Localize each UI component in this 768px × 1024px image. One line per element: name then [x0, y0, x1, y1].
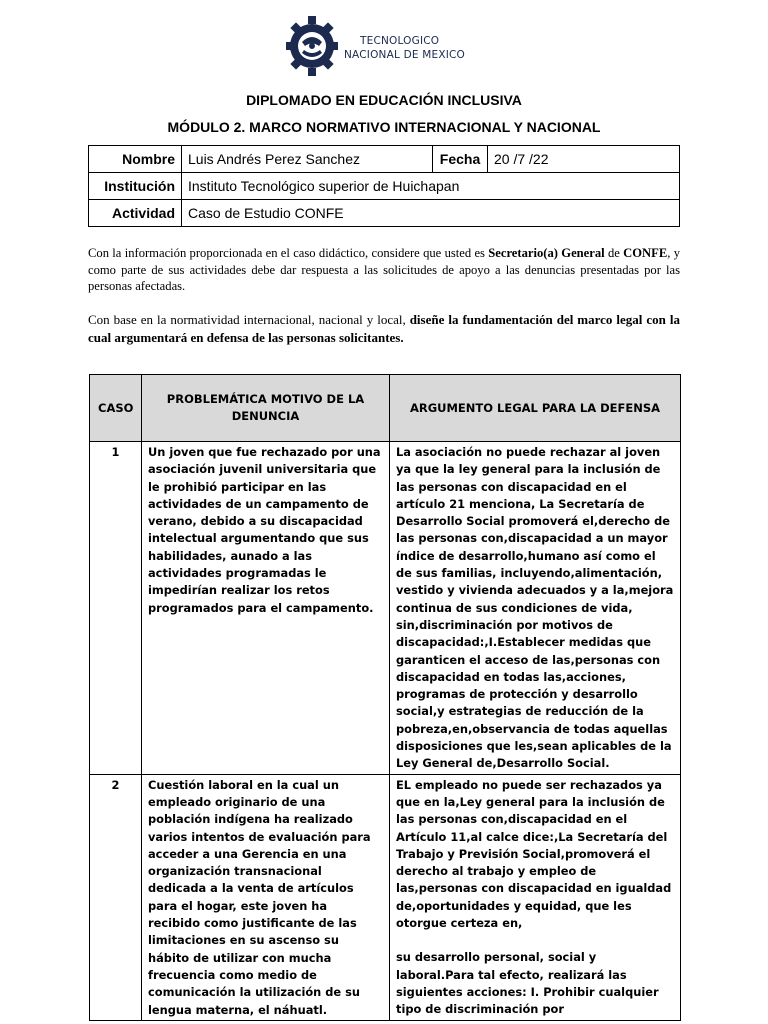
institucion-value: Instituto Tecnológico superior de Huichapan	[182, 173, 680, 200]
info-row-actividad	[89, 200, 680, 227]
institucion-label: Institución	[89, 173, 182, 200]
cases-table	[89, 374, 681, 1021]
module-title: MÓDULO 2. MARCO NORMATIVO INTERNACIONAL Y NACIONAL	[167, 119, 601, 135]
diploma-title: DIPLOMADO EN EDUCACIÓN INCLUSIVA	[246, 92, 522, 108]
header-argumento: ARGUMENTO LEGAL PARA LA DEFENSA	[390, 375, 681, 442]
logo-line2: NACIONAL DE MEXICO	[344, 49, 466, 61]
case-argument: La asociación no puede rechazar al joven ya que la ley general para la inclusión de las personas con discapacidad en el artículo 21 menciona, La Secretaría de Desarrollo Social promoverá el,derecho de las personas con,discapacidad a un mayor índice de desarrollo,humano así como el de sus familias, incluyendo,alimentación, vestido y vivienda adecuados y a la,mejora continua de sus condiciones de vida, sin,discriminación por motivos de discapacidad:,I.Establecer medidas que garanticen el acceso de las,personas con discapacidad en todas las,acciones, programas de protección y desarrollo social,y estrategias de reducción de la pobreza,en,observancia de todas aquellas disposiciones que les,sean aplicables de la Ley General de,Desarrollo Social.	[390, 442, 681, 775]
p1-text-a: Con la información proporcionada en el caso didáctico, considere que usted es	[88, 246, 489, 260]
case-argument	[390, 774, 681, 1020]
header-caso: CASO	[90, 375, 142, 442]
case-row	[90, 442, 681, 775]
info-row-nombre	[89, 146, 680, 173]
logo-text	[344, 34, 465, 62]
nombre-value: Luis Andrés Perez Sanchez	[182, 146, 433, 173]
fecha-label: Fecha	[433, 146, 488, 173]
actividad-label: Actividad	[89, 200, 182, 227]
case-argument-part-b: su desarrollo personal, social y laboral.Para tal efecto, realizará las siguientes acciones: I. Prohibir cualquier tipo de discriminación por	[396, 950, 659, 1017]
fecha-value: 20 /7 /22	[488, 146, 680, 173]
nombre-label: Nombre	[89, 146, 182, 173]
p1-bold-role: Secretario(a) General	[488, 246, 605, 260]
actividad-value: Caso de Estudio CONFE	[182, 200, 680, 227]
case-number: 2	[90, 774, 142, 1020]
paragraph-gap	[396, 932, 674, 949]
cases-header-row	[90, 375, 681, 442]
header-problematica: PROBLEMÁTICA MOTIVO DE LA DENUNCIA	[142, 375, 390, 442]
p2-text-a: Con base en la normatividad internacional, nacional y local,	[88, 312, 410, 327]
p1-text-c: , y como parte de sus actividades debe dar respuesta a las solicitudes de apoyo a las denuncias presentadas por las personas afectadas.	[88, 246, 680, 293]
case-row	[90, 774, 681, 1020]
instructions-paragraph	[88, 245, 680, 295]
tecnm-logo	[286, 10, 466, 86]
case-argument-part-a: EL empleado no puede ser rechazados ya que en la,Ley general para la inclusión de las personas con,discapacidad en el Artículo 11,al calce dice:,La Secretaría del Trabajo y Previsión Social,promoverá el derecho al trabajo y empleo de las,personas con discapacidad en igualdad de,oportunidades y equidad, que les otorgue certeza en,	[396, 777, 672, 931]
p1-bold-org: CONFE	[623, 246, 668, 260]
p1-text-b: de	[604, 246, 624, 260]
task-paragraph	[88, 311, 680, 347]
student-info-table	[88, 145, 680, 227]
gear-emblem-icon	[286, 12, 338, 84]
p2-bold-task: diseñe la fundamentación del marco legal con la cual argumentará en defensa de las personas solicitantes.	[88, 312, 680, 345]
info-row-institucion	[89, 173, 680, 200]
case-problem: Un joven que fue rechazado por una asociación juvenil universitaria que le prohibió participar en las actividades de un campamento de verano, debido a su discapacidad intelectual argumentando que sus habilidades, aunado a las actividades programadas le impedirían realizar los retos programados para el campamento.	[142, 442, 390, 775]
case-problem: Cuestión laboral en la cual un empleado originario de una población indígena ha realizado varios intentos de evaluación para acceder a una Gerencia en una organización transnacional dedicada a la venta de artículos para el hogar, este joven ha recibido como justificante de las limitaciones en su ascenso su hábito de utilizar con mucha frecuencia como medio de comunicación la utilización de su lengua materna, el náhuatl.	[142, 774, 390, 1020]
case-number: 1	[90, 442, 142, 775]
logo-line1: TECNOLOGICO	[360, 35, 440, 47]
